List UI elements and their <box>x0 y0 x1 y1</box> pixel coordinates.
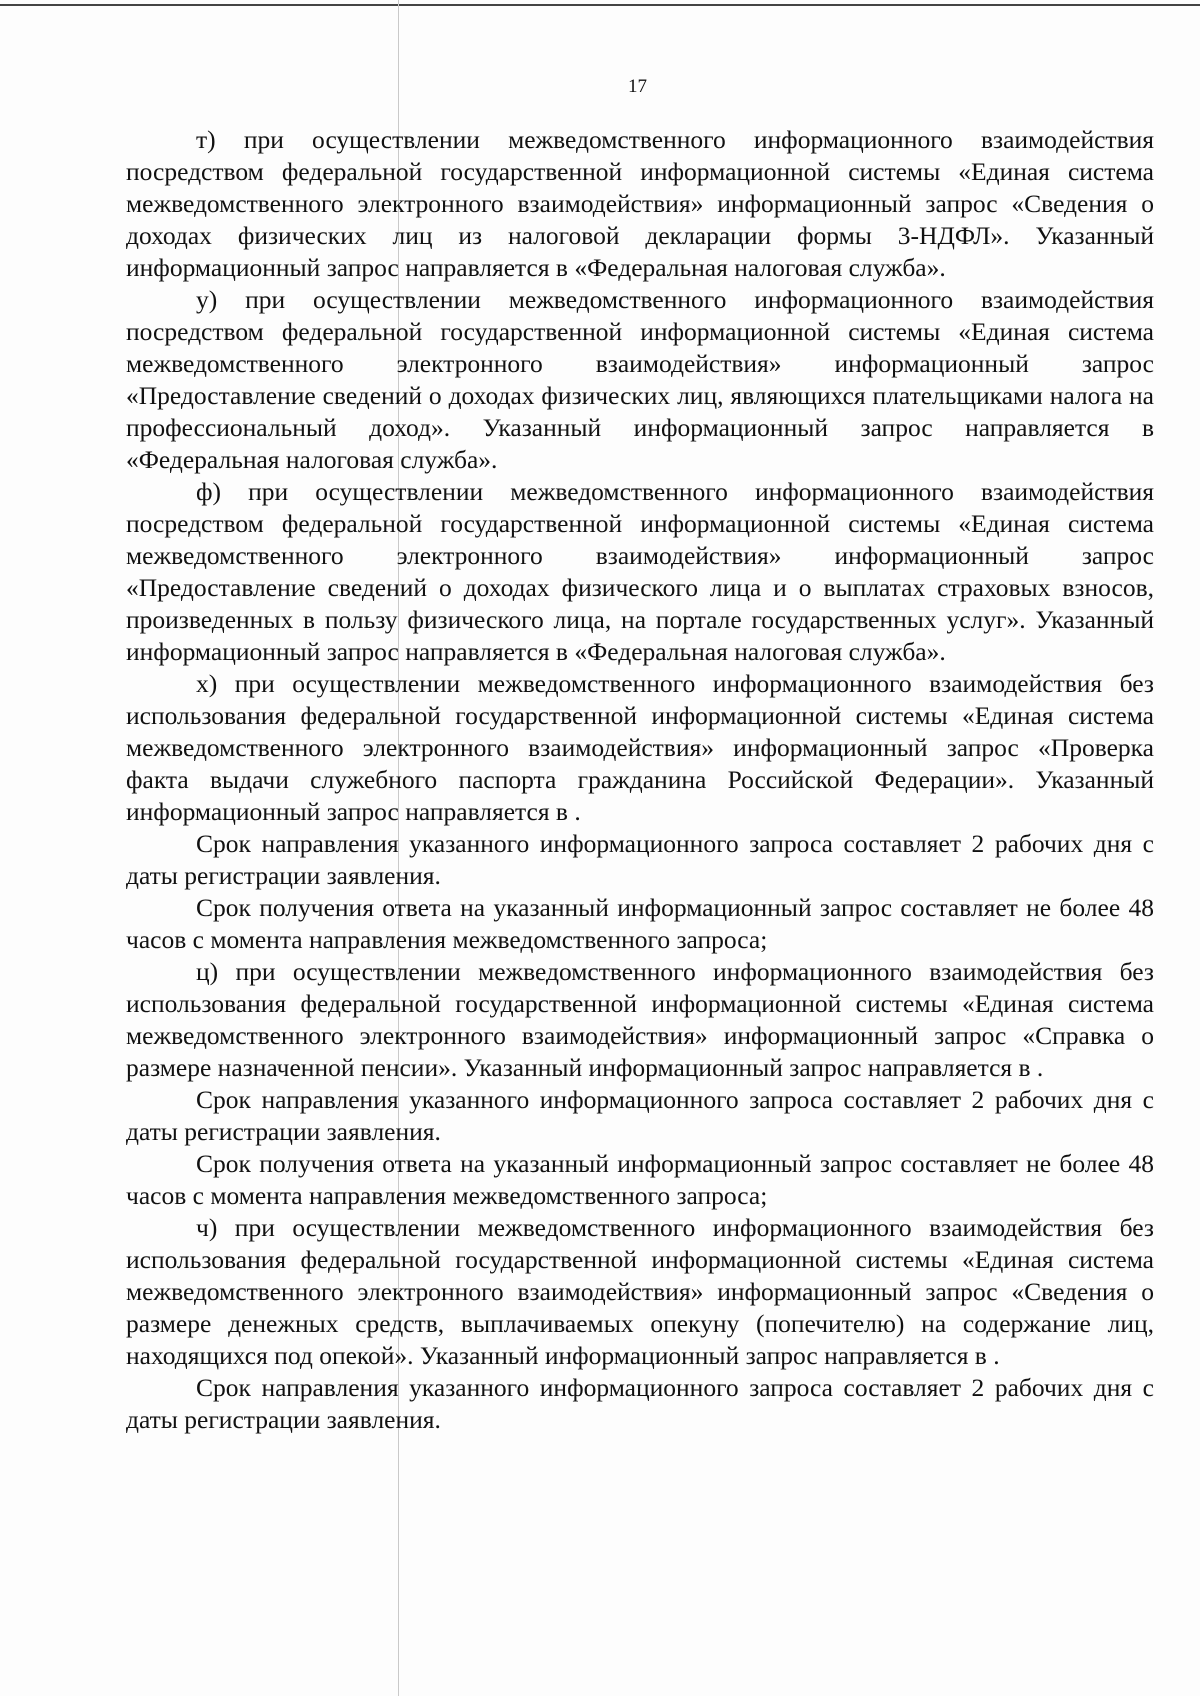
paragraph-kh-send-term: Срок направления указанного информационного запроса составляет 2 рабочих дня с даты регистрации заявления. <box>126 829 1154 890</box>
top-border-line <box>0 4 1200 6</box>
paragraph-ts: ц) при осуществлении межведомственного информационного взаимодействия без использования федеральной государственной информационной системы «Единая система межведомственного электронного взаимодействия» информационный запрос «Справка о размере назначенной пенсии». Указанный информационный запрос направляется в . <box>126 957 1154 1082</box>
paragraph-ch: ч) при осуществлении межведомственного информационного взаимодействия без использования федеральной государственной информационной системы «Единая система межведомственного электронного взаимодействия» информационный запрос «Сведения о размере денежных средств, выплачиваемых опекуну (попечителю) на содержание лиц, находящихся под опекой». Указанный информационный запрос направляется в . <box>126 1213 1154 1370</box>
paragraph-ts-response-term: Срок получения ответа на указанный информационный запрос составляет не более 48 часов с момента направления межведомственного запроса; <box>126 1149 1154 1210</box>
paragraph-ts-send-term: Срок направления указанного информационного запроса составляет 2 рабочих дня с даты регистрации заявления. <box>126 1085 1154 1146</box>
page-number: 17 <box>628 76 647 97</box>
paragraph-t: т) при осуществлении межведомственного информационного взаимодействия посредством федеральной государственной информационной системы «Единая система межведомственного электронного взаимодействия» информационный запрос «Сведения о доходах физических лиц из налоговой декларации формы 3-НДФЛ». Указанный информационный запрос направляется в «Федеральная налоговая служба». <box>126 125 1154 282</box>
paragraph-ch-send-term: Срок направления указанного информационного запроса составляет 2 рабочих дня с даты регистрации заявления. <box>126 1373 1154 1434</box>
paragraph-kh-response-term: Срок получения ответа на указанный информационный запрос составляет не более 48 часов с момента направления межведомственного запроса; <box>126 893 1154 954</box>
paragraph-f: ф) при осуществлении межведомственного информационного взаимодействия посредством федеральной государственной информационной системы «Единая система межведомственного электронного взаимодействия» информационный запрос «Предоставление сведений о доходах физического лица и о выплатах страховых взносов, произведенных в пользу физического лица, на портале государственных услуг». Указанный информационный запрос направляется в «Федеральная налоговая служба». <box>126 477 1154 666</box>
paragraph-kh: х) при осуществлении межведомственного информационного взаимодействия без использования федеральной государственной информационной системы «Единая система межведомственного электронного взаимодействия» информационный запрос «Проверка факта выдачи служебного паспорта гражданина Российской Федерации». Указанный информационный запрос направляется в . <box>126 669 1154 826</box>
paragraph-u: у) при осуществлении межведомственного информационного взаимодействия посредством федеральной государственной информационной системы «Единая система межведомственного электронного взаимодействия» информационный запрос «Предоставление сведений о доходах физических лиц, являющихся плательщиками налога на профессиональный доход». Указанный информационный запрос направляется в «Федеральная налоговая служба». <box>126 285 1154 474</box>
document-body <box>126 124 1154 1436</box>
